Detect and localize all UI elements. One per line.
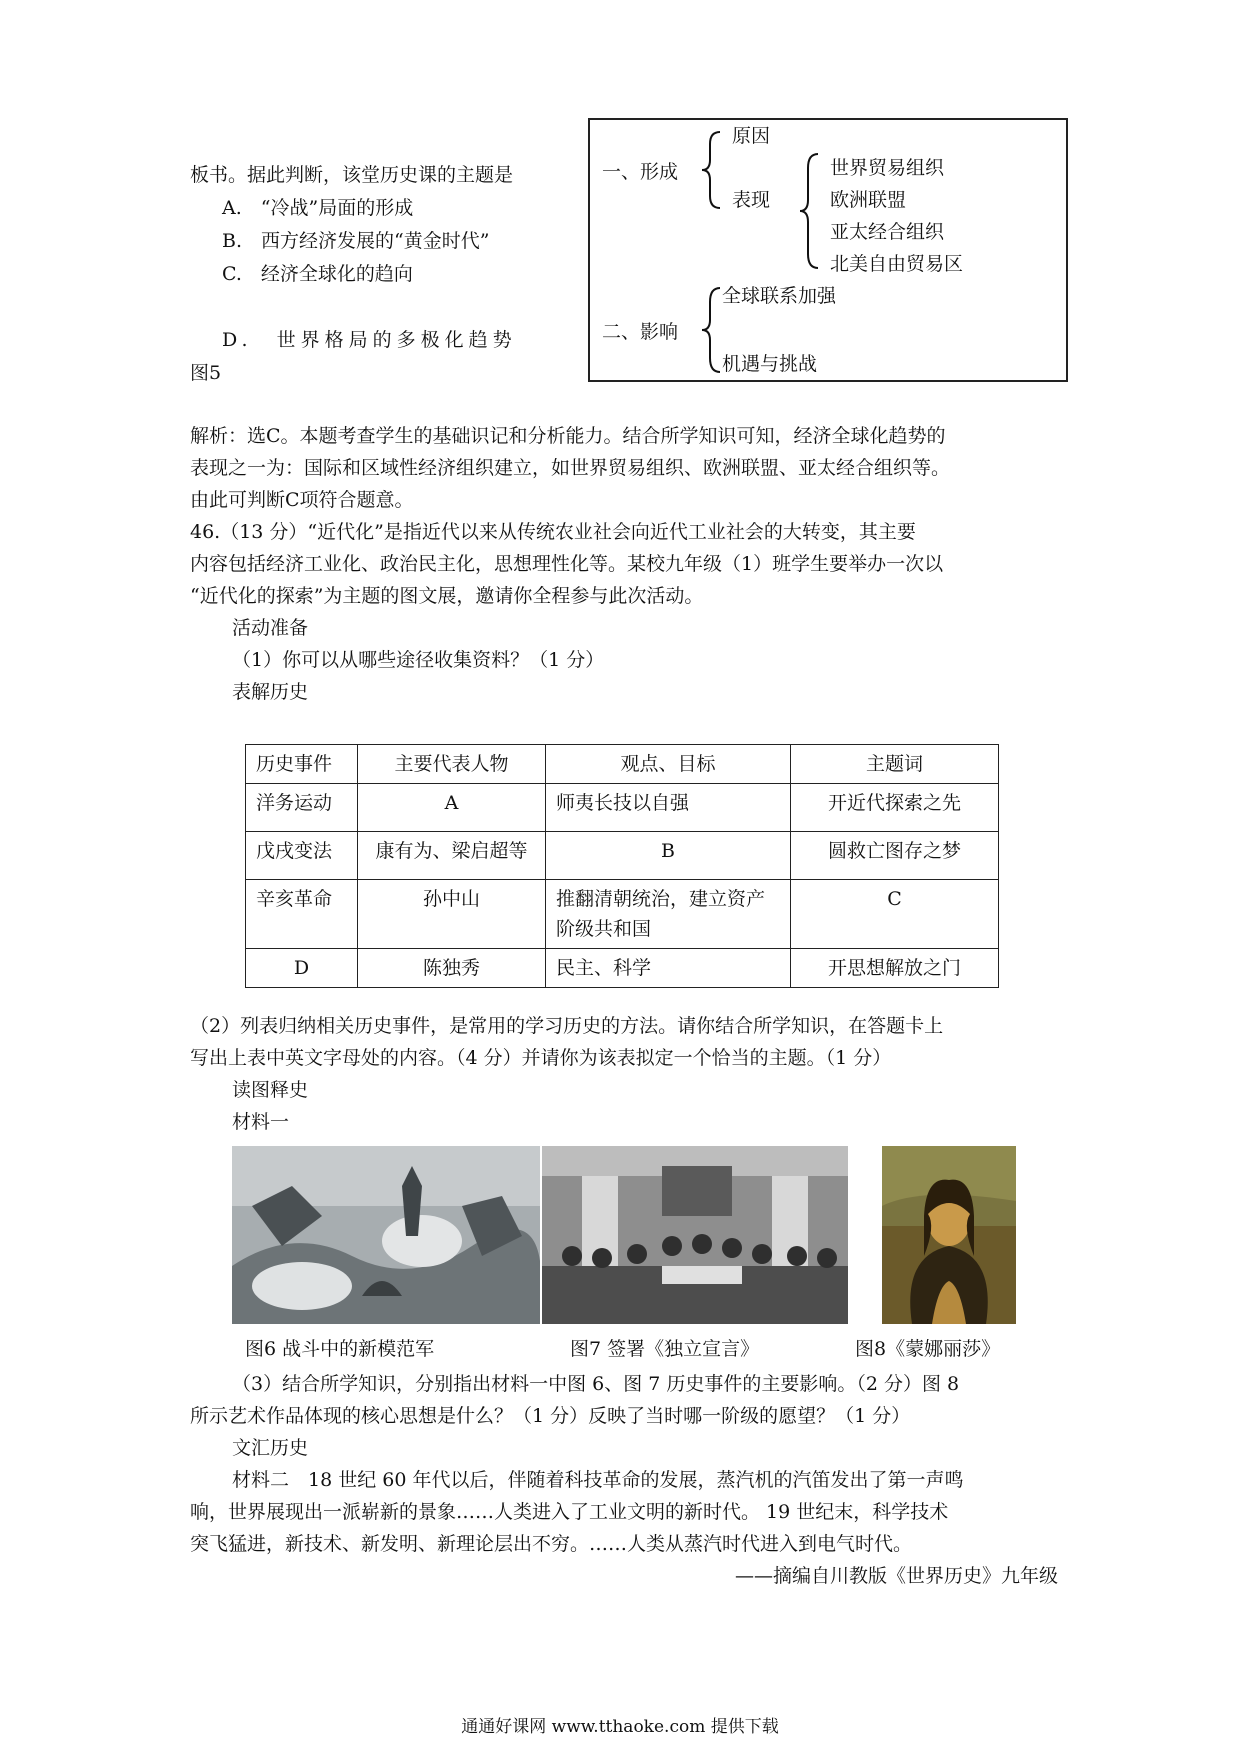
diagram-effect-opportunity: 机遇与挑战 [722, 353, 818, 375]
figure5-label: 图5 [190, 362, 222, 384]
table-cell: 民主、科学 [546, 949, 791, 988]
q46-line-3: “近代化的探索”为主题的图文展，邀请你全程参与此次活动。 [190, 585, 704, 607]
q46-line-2: 内容包括经济工业化、政治民主化，思想理性化等。某校九年级（1）班学生要举办一次以 [190, 553, 944, 575]
diagram-section-impact: 二、影响 [602, 321, 679, 343]
q45-option-a: A. “冷战”局面的形成 [222, 197, 414, 219]
q46-sub1: （1）你可以从哪些途径收集资料？（1 分） [232, 649, 605, 671]
table-row [246, 832, 999, 880]
figure8-mona-lisa-image [882, 1146, 1016, 1324]
table-cell: B [546, 832, 791, 880]
q46-sub3-line-2: 所示艺术作品体现的核心思想是什么？（1 分）反映了当时哪一阶级的愿望？（1 分） [190, 1405, 911, 1427]
analysis-line-2: 表现之一为：国际和区域性经济组织建立，如世界贸易组织、欧洲联盟、亚太经合组织等。 [190, 457, 951, 479]
table-header-cell: 历史事件 [246, 745, 358, 784]
table-cell: 辛亥革命 [246, 880, 358, 949]
figure6-caption: 图6 战斗中的新模范军 [245, 1338, 435, 1360]
table-header-cell: 观点、目标 [546, 745, 791, 784]
section-table-history: 表解历史 [232, 681, 309, 703]
figure6-battle-image [232, 1146, 540, 1324]
brace-formation-icon [700, 130, 724, 210]
figure7-declaration-image [542, 1146, 848, 1324]
material-two-line-3: 突飞猛进，新技术、新发明、新理论层出不穷。……人类从蒸汽时代进入到电气时代。 [190, 1533, 913, 1555]
material-two-source: ——摘编自川教版《世界历史》九年级 [734, 1565, 1058, 1587]
diagram-section-formation: 一、形成 [602, 161, 679, 183]
section-text-history: 文汇历史 [232, 1437, 309, 1459]
table-row [246, 784, 999, 832]
table-cell: D [246, 949, 358, 988]
diagram-item-eu: 欧洲联盟 [830, 189, 907, 211]
table-cell: 开近代探索之先 [791, 784, 999, 832]
q45-option-c: C. 经济全球化的趋向 [222, 263, 413, 285]
analysis-line-3: 由此可判断C项符合题意。 [190, 489, 414, 511]
table-cell: 康有为、梁启超等 [358, 832, 546, 880]
table-cell: 戊戌变法 [246, 832, 358, 880]
q45-stem: 板书。据此判断，该堂历史课的主题是 [190, 164, 514, 186]
material-two-line-2: 响，世界展现出一派崭新的景象……人类进入了工业文明的新时代。 19 世纪末，科学技术 [190, 1501, 949, 1523]
table-cell: 孙中山 [358, 880, 546, 949]
history-events-table [245, 744, 999, 988]
table-header-cell: 主要代表人物 [358, 745, 546, 784]
section-read-pictures: 读图释史 [232, 1079, 309, 1101]
q46-sub3-line-1: （3）结合所学知识，分别指出材料一中图 6、图 7 历史事件的主要影响。（2 分）图 8 [232, 1373, 960, 1395]
table-cell: 陈独秀 [358, 949, 546, 988]
table-cell: 开思想解放之门 [791, 949, 999, 988]
figure7-caption: 图7 签署《独立宣言》 [570, 1338, 760, 1360]
table-header-row [246, 745, 999, 784]
diagram-item-wto: 世界贸易组织 [830, 157, 945, 179]
diagram-item-nafta: 北美自由贸易区 [830, 253, 964, 275]
q46-line-1: 46.（13 分）“近代化”是指近代以来从传统农业社会向近代工业社会的大转变，其主要 [190, 521, 916, 543]
q45-option-d: D. 世界格局的多极化趋势 [222, 329, 517, 351]
table-cell: 师夷长技以自强 [546, 784, 791, 832]
q46-sub2-line-2: 写出上表中英文字母处的内容。（4 分）并请你为该表拟定一个恰当的主题。（1 分） [190, 1047, 892, 1069]
diagram-item-apec: 亚太经合组织 [830, 221, 945, 243]
section-preparation: 活动准备 [232, 617, 309, 639]
table-cell: A [358, 784, 546, 832]
diagram-cause: 原因 [732, 125, 771, 147]
analysis-line-1: 解析：选C。本题考查学生的基础识记和分析能力。结合所学知识可知，经济全球化趋势的 [190, 425, 946, 447]
board-diagram [588, 118, 1068, 382]
table-cell: 推翻清朝统治，建立资产阶级共和国 [546, 880, 791, 949]
table-cell: 洋务运动 [246, 784, 358, 832]
table-cell: 圆救亡图存之梦 [791, 832, 999, 880]
material-one-label: 材料一 [232, 1111, 290, 1133]
material-two-line-1: 材料二 18 世纪 60 年代以后，伴随着科技革命的发展，蒸汽机的汽笛发出了第一声鸣 [232, 1469, 964, 1491]
table-row [246, 880, 999, 949]
q46-sub2-line-1: （2）列表归纳相关历史事件，是常用的学习历史的方法。请你结合所学知识，在答题卡上 [190, 1015, 944, 1037]
table-cell: C [791, 880, 999, 949]
figure8-caption: 图8《蒙娜丽莎》 [855, 1338, 1001, 1360]
q45-option-b: B. 西方经济发展的“黄金时代” [222, 230, 490, 252]
page-footer: 通通好课网 www.tthaoke.com 提供下载 [461, 1717, 779, 1737]
table-header-cell: 主题词 [791, 745, 999, 784]
diagram-manifestation: 表现 [732, 189, 771, 211]
diagram-effect-connection: 全球联系加强 [722, 285, 837, 307]
brace-impact-icon [700, 286, 724, 374]
brace-manifestation-icon [798, 152, 822, 270]
table-row [246, 949, 999, 988]
